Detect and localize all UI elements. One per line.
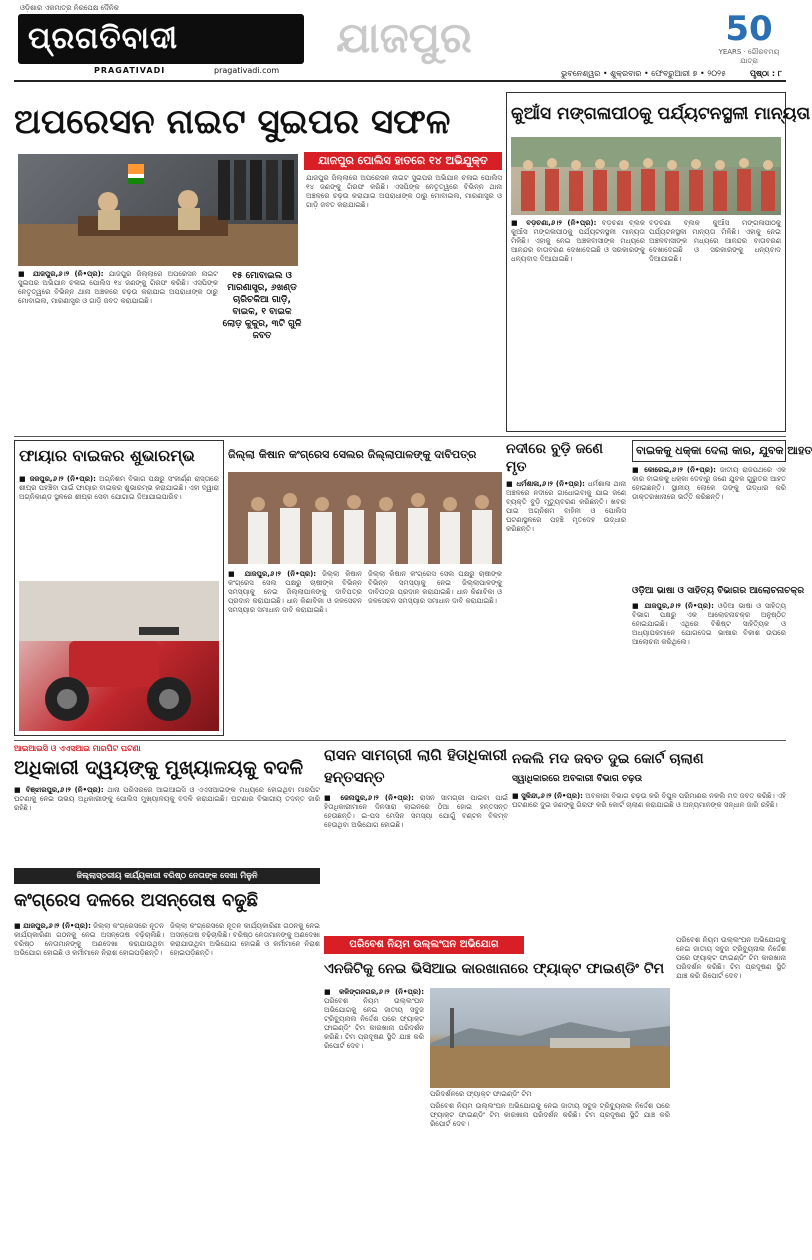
story2-box (506, 92, 811, 432)
divider (14, 436, 786, 437)
logo-subtitle: PRAGATIVADI (94, 66, 166, 75)
story9-body (324, 794, 508, 924)
story2-body-continued (649, 219, 781, 427)
story4-dateline: ■ କୋରେଇ,୬।୨ (ନି•ପ୍ର): (632, 466, 716, 474)
story12-body-side (676, 936, 786, 1252)
group-photo-image (511, 137, 781, 215)
story9-box (324, 744, 508, 924)
story8-body (14, 786, 320, 864)
story6-body (19, 475, 219, 575)
story4-box (632, 440, 812, 582)
story2-photo (511, 137, 781, 215)
story6-photo (19, 581, 219, 731)
story1-headline-box (14, 92, 502, 152)
story12-photo (430, 988, 670, 1088)
story7-dateline: ■ ଯାଜପୁର,୬।୨ (ନି•ପ୍ର): (228, 570, 317, 578)
story11-text: ଜିଲ୍ଲା କଂଗ୍ରେସରେ ନୂତନ କାର୍ଯ୍ୟକାରିଣୀ ଗଠନକୁ ନେଇ ଅସନ୍ତୋଷ ବଢ଼ିଚାଲିଛି। ବରିଷ୍ଠ ନେତାମାନଙ୍କୁ ଅଣଦେଖା କରାଯାଉଥିବା ଅଭିଯୋଗ ହୋଇଛି ଓ କର୍ମୀମାନେ ନିରାଶ ହୋଇପଡ଼ିଛନ୍ତି। (14, 922, 164, 957)
factory-site-image (430, 988, 670, 1088)
story8-dateline: ■ ବିଞ୍ଝାରପୁର,୬।୨ (ନି•ପ୍ର): (14, 786, 104, 794)
story8-headline[interactable]: ଅଧିକାରୀ ଦ୍ୱୟଙ୍କୁ ମୁଖ୍ୟାଳୟକୁ ବଦଳି (14, 757, 304, 779)
story3-text: ଧର୍ମଶାଳା ଥାନା ଅଞ୍ଚଳରେ ନଦୀରେ ଗାଧୋଇବାକୁ ଯାଇ ଜଣେ ବ୍ୟକ୍ତି ବୁଡ଼ି ମୃତ୍ୟୁବରଣ କରିଛନ୍ତି। ଖବର ପାଇ ଅଗ୍ନିଶମ ବାହିନୀ ଓ ପୋଲିସ ଘଟଣାସ୍ଥଳରେ ପହଞ୍ଚି ମୃତଦେହ ଉଦ୍ଧାର କରିଛନ୍ତି। (506, 480, 626, 533)
story2-body (511, 219, 645, 427)
story1-text-continued: ଯାଜପୁର ଜିଲ୍ଲାରେ ଅପରେସନ ନାଇଟ ସୁଇପର ଅଭିଯାନ ଚଳାଇ ପୋଲିସ ୧୪ ଜଣଙ୍କୁ ଗିରଫ କରିଛି। ଏସପିଙ୍କ ନେତୃତ୍ୱରେ ବିଭିନ୍ନ ଥାନା ଅଞ୍ଚଳରେ ଚଢ଼ଉ କରାଯାଇ ଅପରାଧୀଙ୍କ ଠାରୁ ମୋବାଇଲ, ମାରଣାସ୍ତ୍ର ଓ ଗାଡ଼ି ଜବତ କରାଯାଇଛି। (306, 174, 502, 209)
story11-box (14, 868, 320, 1252)
story12-photo-caption: ପରିଦର୍ଶନରେ ଫ୍ୟାକ୍ଟ ଫାଇଣ୍ଡିଂ ଟିମ (430, 1090, 532, 1098)
story6-headline[interactable]: ଫାୟାର ବାଇକର ଶୁଭାରମ୍ଭ (19, 446, 195, 465)
story11-dateline: ■ ଯାଜପୁର,୬।୨ (ନି•ପ୍ର): (14, 922, 91, 930)
anniversary-number: 50 (725, 9, 773, 49)
story12-box (324, 936, 786, 1252)
story4-body (632, 466, 786, 582)
story4-headline[interactable]: ବାଇକକୁ ଧକ୍କା ଦେଲା କାର, ଯୁବକ ଆହତ (632, 440, 786, 462)
story2-text-continued: ବଡ଼ଚଣା ବ୍ଲକ କୁଆଁସ ମଙ୍ଗଳାପୀଠକୁ ପର୍ଯ୍ୟଟନସ୍ଥଳୀ ମାନ୍ୟତା ମିଳିଛି। ଏହାକୁ ନେଇ ଅଞ୍ଚଳବାସୀଙ୍କ ମଧ୍ୟରେ ଆନନ୍ଦର ବାତାବରଣ ଦେଖାଦେଇଛି ଓ ସରକାରଙ୍କୁ ଧନ୍ୟବାଦ ଦିଆଯାଇଛି। (649, 219, 781, 263)
story7-text: ଜିଲ୍ଲା କିଷାନ କଂଗ୍ରେସ ସେଲ ପକ୍ଷରୁ ଚାଷୀଙ୍କ ବିଭିନ୍ନ ସମସ୍ୟାକୁ ନେଇ ଜିଲ୍ଲାପାଳଙ୍କୁ ଦାବିପତ୍ର ପ୍ରଦାନ କରାଯାଇଛି। ଧାନ କିଣାବିକା ଓ ଜଳସେଚନ ସମସ୍ୟାର ସମାଧାନ ଦାବି କରାଯାଇଛି। (228, 570, 362, 614)
story1-headline[interactable]: ଅପରେସନ ନାଇଟ ସୁଇପର ସଫଳ (14, 102, 451, 142)
story6-box (14, 440, 224, 736)
story8-box (14, 744, 320, 864)
story12-headline[interactable]: ଏନଜିଟିକୁ ନେଇ ଭିସିଆଇ କାରଖାନାରେ ଫ୍ୟାକ୍ଟ ଫାଇଣ୍ଡିଂ ଟିମ (324, 961, 665, 977)
story5-box (632, 584, 805, 734)
story9-text: ରାସନ ସାମଗ୍ରୀ ପାଇବା ପାଇଁ ହିତାଧିକାରୀମାନେ ଦିନସାରା ଲାଇନରେ ଠିଆ ହୋଇ ହନ୍ତସନ୍ତ ହେଉଛନ୍ତି। ଇ-ପସ ମେସିନ ସମସ୍ୟା ଯୋଗୁଁ ବଣ୍ଟନ ବିଳମ୍ବ ହେଉଥିବା ଅଭିଯୋଗ ହୋଇଛି। (324, 794, 508, 829)
story10-dateline: ■ ସୁକିନ୍ଦା,୬।୨ (ନି•ପ୍ର): (512, 792, 583, 800)
site-url[interactable]: pragativadi.com (214, 66, 280, 75)
story10-subhead: ସ୍ୱାଧିକାରରେ ଅବକାରୀ ବିଭାଗ ଚଢ଼ଉ (512, 774, 643, 784)
story10-box (512, 744, 786, 934)
issue-date: ଭୁବନେଶ୍ୱର • ଶୁକ୍ରବାର • ଫେବ୍ରୁଆରୀ ୭ • ୨୦୨୫ (561, 69, 726, 78)
story3-body (506, 480, 626, 596)
fire-bike-image (19, 581, 219, 731)
story12-body (324, 988, 424, 1252)
story7-headline[interactable]: ଜିଲ୍ଲା କିଷାନ କଂଗ୍ରେସ ସେଲର ଜିଲ୍ଲାପାଳଙ୍କୁ ଦାବିପତ୍ର (228, 448, 477, 461)
story1-body (18, 270, 218, 432)
story3-dateline: ■ ଧର୍ମଶାଳା,୬।୨ (ନି•ପ୍ର): (506, 480, 585, 488)
newspaper-logo[interactable]: ପ୍ରଗତିବାଦୀ (18, 14, 304, 64)
story7-body-continued (368, 570, 502, 736)
story5-text: ଓଡ଼ିଆ ଭାଷା ଓ ସାହିତ୍ୟ ବିଭାଗ ପକ୍ଷରୁ ଏକ ଆଲୋଚନାଚକ୍ର ଅନୁଷ୍ଠିତ ହୋଇଯାଇଛି। ଏଥିରେ ବିଶିଷ୍ଟ ସାହିତ୍ୟିକ ଓ ଅଧ୍ୟାପକମାନେ ଯୋଗଦେଇ ଭାଷାର ବିକାଶ ଉପରେ ଆଲୋଚନା କରିଥିଲେ। (632, 602, 786, 646)
page-number: ପୃଷ୍ଠା : ୮ (750, 69, 782, 78)
story7-text-continued: ଜିଲ୍ଲା କିଷାନ କଂଗ୍ରେସ ସେଲ ପକ୍ଷରୁ ଚାଷୀଙ୍କ ବିଭିନ୍ନ ସମସ୍ୟାକୁ ନେଇ ଜିଲ୍ଲାପାଳଙ୍କୁ ଦାବିପତ୍ର ପ୍ରଦାନ କରାଯାଇଛି। ଧାନ କିଣାବିକା ଓ ଜଳସେଚନ ସମସ୍ୟାର ସମାଧାନ ଦାବି କରାଯାଇଛି। (368, 570, 502, 605)
story9-dateline: ■ ଜେନାପୁର,୬।୨ (ନି•ପ୍ର): (324, 794, 414, 802)
edition-name: ଯାଜପୁର (336, 13, 472, 62)
story11-body-continued (170, 922, 320, 1252)
story8-text: ଥାନା ପରିସରରେ ଆଇଆଇସି ଓ ଏଏସଆଇଙ୍କ ମଧ୍ୟରେ ହୋଇଥିବା ମାରପିଟ ଘଟଣାକୁ ନେଇ ଉଭୟ ଅଧିକାରୀଙ୍କୁ ପୋଲିସ ମୁଖ୍ୟାଳୟକୁ ବଦଳି କରାଯାଇଛି। ଘଟଣାର ବିଭାଗୀୟ ତଦନ୍ତ ଜାରି ରହିଛି। (14, 786, 320, 812)
story5-body (632, 602, 786, 734)
story2-dateline: ■ ବଡ଼ଚଣା,୬।୨ (ନି•ପ୍ର): (511, 219, 597, 227)
story1-text: ଯାଜପୁର ଜିଲ୍ଲାରେ ଅପରେସନ ନାଇଟ ସୁଇପର ଅଭିଯାନ ଚଳାଇ ପୋଲିସ ୧୪ ଜଣଙ୍କୁ ଗିରଫ କରିଛି। ଏସପିଙ୍କ ନେତୃତ୍ୱରେ ବିଭିନ୍ନ ଥାନା ଅଞ୍ଚଳରେ ଚଢ଼ଉ କରାଯାଇ ଅପରାଧୀଙ୍କ ଠାରୁ ମୋବାଇଲ, ମାରଣାସ୍ତ୍ର ଓ ଗାଡ଼ି ଜବତ କରାଯାଇଛି। (18, 270, 218, 305)
story7-photo (228, 472, 502, 564)
press-conference-image (18, 154, 298, 266)
story1-body-continued (306, 174, 502, 432)
story1-callout-box (222, 270, 302, 341)
story11-text-continued: ଜିଲ୍ଲା କଂଗ୍ରେସରେ ନୂତନ କାର୍ଯ୍ୟକାରିଣୀ ଗଠନକୁ ନେଇ ଅସନ୍ତୋଷ ବଢ଼ିଚାଲିଛି। ବରିଷ୍ଠ ନେତାମାନଙ୍କୁ ଅଣଦେଖା କରାଯାଉଥିବା ଅଭିଯୋଗ ହୋଇଛି ଓ କର୍ମୀମାନେ ନିରାଶ ହୋଇପଡ଼ିଛନ୍ତି। (170, 922, 320, 957)
story11-headline[interactable]: କଂଗ୍ରେସ ଦଳରେ ଅସନ୍ତୋଷ ବଢୁଛି (14, 890, 259, 911)
story7-box (228, 440, 502, 736)
story5-dateline: ■ ଯାଜପୁର,୬।୨ (ନି•ପ୍ର): (632, 602, 714, 610)
story6-dateline: ■ ଜଜପୁର,୬।୨ (ନି•ପ୍ର): (19, 475, 96, 483)
story10-body (512, 792, 786, 934)
story12-text: ପରିବେଶ ନିୟମ ଉଲ୍ଲଂଘନ ଅଭିଯୋଗକୁ ନେଇ ଜାତୀୟ ସବୁଜ ଟ୍ରିବ୍ୟୁନାଲ ନିର୍ଦ୍ଦେଶ ପରେ ଫ୍ୟାକ୍ଟ ଫାଇଣ୍ଡିଂ ଟିମ କାରଖାନା ପରିଦର୍ଶନ କରିଛି। ଟିମ ପ୍ରଦୂଷଣ ସ୍ଥିତି ଯାଞ୍ଚ କରି ରିପୋର୍ଟ ଦେବ। (324, 997, 424, 1050)
story12-text-side: ପରିବେଶ ନିୟମ ଉଲ୍ଲଂଘନ ଅଭିଯୋଗକୁ ନେଇ ଜାତୀୟ ସବୁଜ ଟ୍ରିବ୍ୟୁନାଲ ନିର୍ଦ୍ଦେଶ ପରେ ଫ୍ୟାକ୍ଟ ଫାଇଣ୍ଡିଂ ଟିମ କାରଖାନା ପରିଦର୍ଶନ କରିଛି। ଟିମ ପ୍ରଦୂଷଣ ସ୍ଥିତି ଯାଞ୍ଚ କରି ରିପୋର୍ଟ ଦେବ। (676, 936, 786, 980)
story3-headline[interactable]: ନଦୀରେ ବୁଡ଼ି ଜଣେ ମୃତ (506, 441, 603, 475)
memorandum-group-image (228, 472, 502, 564)
story11-body (14, 922, 164, 1252)
story12-dateline: ■ କଳିଙ୍ଗନଗର,୬।୨ (ନି•ପ୍ର): (324, 988, 424, 996)
story7-body (228, 570, 362, 736)
story1-callout: ୧୫ ମୋବାଇଲ ଓ ମାରଣାସ୍ତ୍ର, ୬ଖଣ୍ଡ ଚାରିଚକିଆ ଗାଡ଼ି, ବାଇକ, ୧ ବାଇକ ଲୋଡ଼ କୁକୁର, ୩ଟି ଗୁଳି ଜବତ (222, 271, 302, 341)
story9-headline[interactable]: ରାସନ ସାମଗ୍ରୀ ଲାଗି ହିତାଧିକାରୀ ହନ୍ତସନ୍ତ (324, 746, 508, 786)
story3-box (506, 440, 626, 596)
story4-text: ଜାତୀୟ ରାଜପଥରେ ଏକ କାର ବାଇକକୁ ଧକ୍କା ଦେବାରୁ ଜଣେ ଯୁବକ ଗୁରୁତର ଆହତ ହୋଇଛନ୍ତି। ସ୍ଥାନୀୟ ଲୋକେ ତାଙ୍କୁ ଉଦ୍ଧାର କରି ଡାକ୍ତରଖାନାରେ ଭର୍ତ୍ତି କରିଛନ୍ତି। (632, 466, 786, 501)
story12-text-continued: ପରିବେଶ ନିୟମ ଉଲ୍ଲଂଘନ ଅଭିଯୋଗକୁ ନେଇ ଜାତୀୟ ସବୁଜ ଟ୍ରିବ୍ୟୁନାଲ ନିର୍ଦ୍ଦେଶ ପରେ ଫ୍ୟାକ୍ଟ ଫାଇଣ୍ଡିଂ ଟିମ କାରଖାନା ପରିଦର୍ଶନ କରିଛି। ଟିମ ପ୍ରଦୂଷଣ ସ୍ଥିତି ଯାଞ୍ଚ କରି ରିପୋର୍ଟ ଦେବ। (430, 1102, 670, 1128)
divider (14, 740, 786, 741)
story12-body-continued (430, 1102, 670, 1252)
story6-text: ଅଗ୍ନିଶମ ବିଭାଗ ପକ୍ଷରୁ ସଂକୀର୍ଣ୍ଣ ରାସ୍ତାରେ ଶୀଘ୍ର ପହଞ୍ଚିବା ପାଇଁ ଫାୟାର ବାଇକର ଶୁଭାରମ୍ଭ କରାଯାଇଛି। ଏହା ଦ୍ୱାରା ଅଗ୍ନିକାଣ୍ଡ ସ୍ଥଳରେ ଶୀଘ୍ର ସେବା ଯୋଗାଇ ଦିଆଯାଇପାରିବ। (19, 475, 219, 501)
story1-photo (18, 154, 298, 266)
story10-text: ଅବକାରୀ ବିଭାଗ ଚଢ଼ଉ କରି ବିପୁଳ ପରିମାଣର ନକଲି ମଦ ଜବତ କରିଛି। ଏହି ଘଟଣାରେ ଦୁଇ ଜଣଙ୍କୁ ଗିରଫ କରି କୋର୍ଟ ଚାଲାଣ କରାଯାଇଛି ଓ ଅନ୍ୟମାନଙ୍କ ସନ୍ଧାନ ଜାରି ରହିଛି। (512, 792, 786, 809)
anniversary-emblem (714, 10, 784, 64)
story2-text: ବଡ଼ଚଣା ବ୍ଲକ କୁଆଁସ ମଙ୍ଗଳାପୀଠକୁ ପର୍ଯ୍ୟଟନସ୍ଥଳୀ ମାନ୍ୟତା ମିଳିଛି। ଏହାକୁ ନେଇ ଅଞ୍ଚଳବାସୀଙ୍କ ମଧ୍ୟରେ ଆନନ୍ଦର ବାତାବରଣ ଦେଖାଦେଇଛି ଓ ସରକାରଙ୍କୁ ଧନ୍ୟବାଦ ଦିଆଯାଇଛି। (511, 219, 645, 263)
story1-kicker: ଯାଜପୁର ପୋଲିସ ହାତରେ ୧୪ ଅଭିଯୁକ୍ତ (304, 152, 502, 170)
story12-kicker: ପରିବେଶ ନିୟମ ଉଲ୍ଲଂଘନ ଅଭିଯୋଗ (324, 936, 524, 954)
anniversary-caption: YEARS · ଗୌରବମୟ ଯାତ୍ରା (718, 48, 780, 65)
masthead-tagline: ଓଡ଼ିଶାର ଏକମାତ୍ର ନିରପେକ୍ଷ ଦୈନିକ (20, 4, 119, 12)
story8-label: ଆଇଆଇସି ଓ ଏଏସଆଇ ମାରପିଟ ଘଟଣା (14, 744, 141, 753)
story11-label: ଜିଲ୍ଲାସ୍ତରୀୟ କାର୍ଯ୍ୟକାରୀ ବରିଷ୍ଠ ନେତାଙ୍କ ଦେଖା ମିଳୁନି (14, 868, 320, 884)
story10-headline[interactable]: ନକଲି ମଦ ଜବତ ଦୁଇ କୋର୍ଟ ଚାଲାଣ (512, 751, 704, 767)
story1-dateline: ■ ଯାଜପୁର,୬।୨ (ନି•ପ୍ର): (18, 270, 104, 278)
story5-headline[interactable]: ଓଡ଼ିଆ ଭାଷା ଓ ସାହିତ୍ୟ ବିଭାଗର ଆଲୋଚନାଚକ୍ର (632, 586, 805, 596)
dateline-bar (14, 68, 786, 82)
story2-headline[interactable]: କୁଆଁସ ମଙ୍ଗଳାପୀଠକୁ ପର୍ଯ୍ୟଟନସ୍ଥଳୀ ମାନ୍ୟତା (511, 104, 811, 124)
